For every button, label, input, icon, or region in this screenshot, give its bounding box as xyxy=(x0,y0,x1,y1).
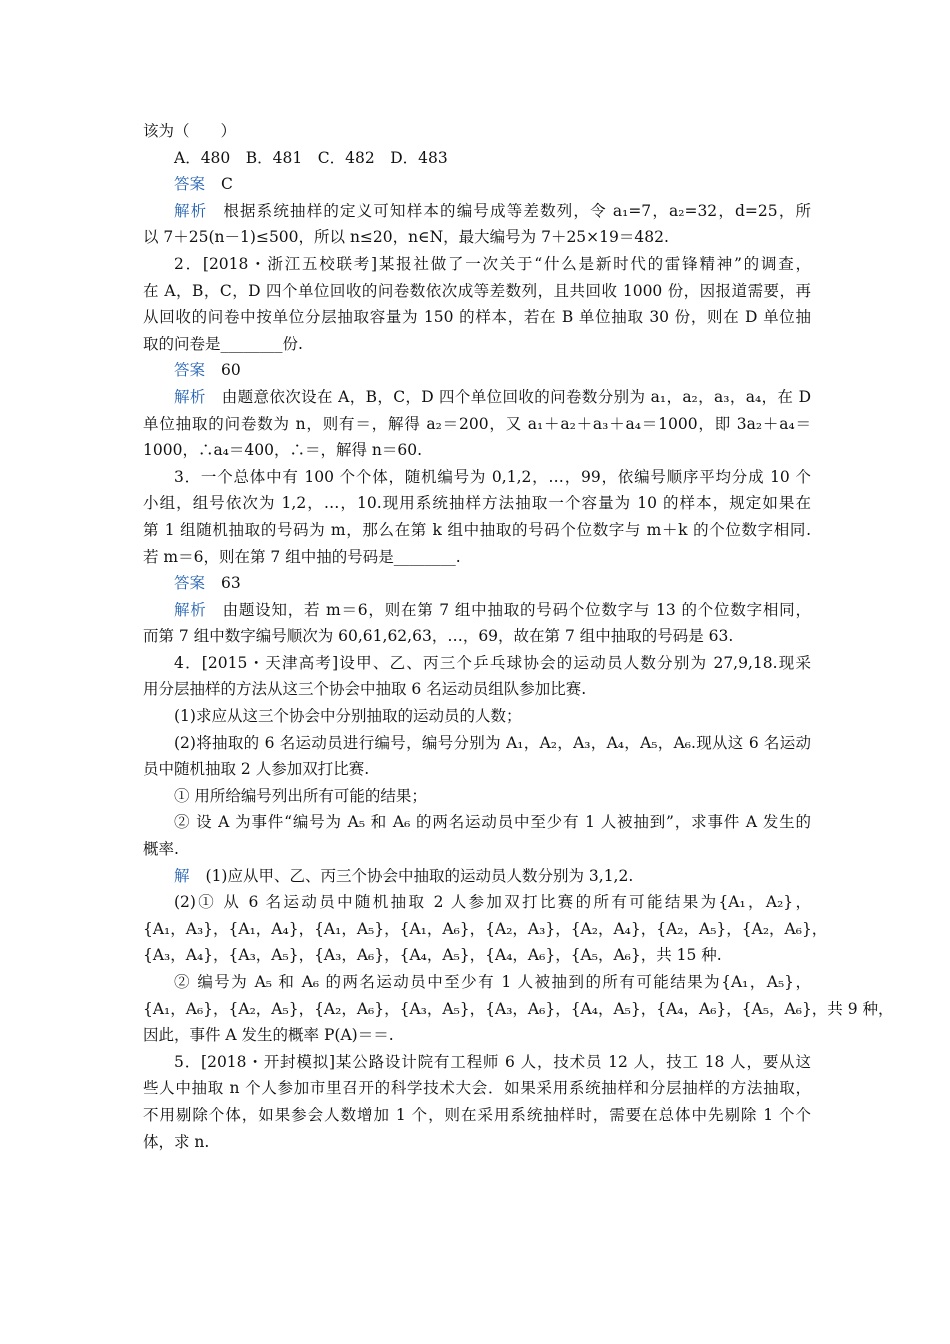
line-text: 些人中抽取 n 个人参加市里召开的科学技术大会．如果采用系统抽样和分层抽样的方法抽取， xyxy=(143,1079,811,1098)
text-line xyxy=(143,517,811,544)
line-text: ① 用所给编号列出所有可能的结果； xyxy=(174,786,427,805)
text-line xyxy=(143,118,811,145)
text-line xyxy=(143,809,811,836)
labeled-line xyxy=(143,570,811,597)
line-text: 员中随机抽取 2 人参加双打比赛. xyxy=(143,760,370,779)
line-text: (1)应从甲、乙、丙三个协会中抽取的运动员人数分别为 3,1,2. xyxy=(205,866,634,885)
line-text: 4．[2015・天津高考]设甲、乙、丙三个乒乓球协会的运动员人数分别为 27,9,18.现采 xyxy=(174,653,811,672)
text-line xyxy=(143,650,811,677)
line-text: 该为（ ） xyxy=(143,122,237,140)
text-line xyxy=(143,411,811,438)
text-line xyxy=(143,836,811,863)
line-text: 由题设知，若 m＝6，则在第 7 组中抽取的号码个位数字与 13 的个位数字相同， xyxy=(222,600,811,619)
answer-label: 答案 xyxy=(174,175,206,194)
line-text: 小组，组号依次为 1,2，…，10.现用系统抽样方法抽取一个容量为 10 的样本，规定如果在 xyxy=(143,494,811,513)
text-line xyxy=(143,996,894,1023)
line-text: {A₁，A₆}，{A₂，A₅}，{A₂，A₆}，{A₃，A₅}，{A₃，A₆}，{A₄，A₅}，{A₄，A₆}，{A₅，A₆}，共 9 种， xyxy=(143,999,894,1018)
line-text: 而第 7 组中数字编号顺次为 60,61,62,63，…，69，故在第 7 组中抽取的号码是 63. xyxy=(143,627,734,646)
labeled-line xyxy=(143,597,811,624)
text-line xyxy=(143,1102,811,1129)
line-text: (2)将抽取的 6 名运动员进行编号，编号分别为 A₁，A₂，A₃，A₄，A₅，A₆.现从这 6 名运动 xyxy=(174,733,811,752)
answer-label: 解析 xyxy=(174,600,207,619)
document-body xyxy=(143,118,894,1155)
line-text: 根据系统抽样的定义可知样本的编号成等差数列，令 a₁=7，a₂=32，d=25，所 xyxy=(223,201,811,220)
line-text: {A₁，A₃}，{A₁，A₄}，{A₁，A₅}，{A₁，A₆}，{A₂，A₃}，{A₂，A₄}，{A₂，A₅}，{A₂，A₆}， xyxy=(143,919,828,938)
text-line xyxy=(143,969,811,996)
text-line xyxy=(143,437,811,464)
labeled-line xyxy=(143,198,811,225)
line-text: 用分层抽样的方法从这三个协会中抽取 6 名运动员组队参加比赛. xyxy=(143,680,587,699)
line-text: ② 设 A 为事件“编号为 A₅ 和 A₆ 的两名运动员中至少有 1 人被抽到”，求事件 A 发生的 xyxy=(174,813,811,832)
line-text: 在 A，B，C，D 四个单位回收的问卷数依次成等差数列，且共回收 1000 份，因报道需要，再 xyxy=(143,281,811,300)
text-line xyxy=(143,224,811,251)
labeled-line xyxy=(143,357,811,384)
line-text: 5．[2018・开封模拟]某公路设计院有工程师 6 人，技术员 12 人，技工 18 人，要从这 xyxy=(174,1052,811,1071)
text-line xyxy=(143,278,811,305)
text-line xyxy=(143,783,811,810)
text-line xyxy=(143,889,811,916)
text-line xyxy=(143,145,811,172)
line-text: ② 编号为 A₅ 和 A₆ 的两名运动员中至少有 1 人被抽到的所有可能结果为{A₁，A₅}， xyxy=(174,973,811,991)
line-text: 60 xyxy=(221,361,241,380)
text-line xyxy=(143,1075,811,1102)
labeled-line xyxy=(143,384,811,411)
line-text: A．480 B．481 C．482 D．483 xyxy=(174,148,448,167)
text-line xyxy=(143,331,811,358)
line-text: 3．一个总体中有 100 个个体，随机编号为 0,1,2，…，99，依编号顺序平均分成 10 个 xyxy=(174,467,811,486)
line-text: 从回收的问卷中按单位分层抽取容量为 150 的样本，若在 B 单位抽取 30 份，则在 D 单位抽 xyxy=(143,308,811,327)
line-text: 以 7＋25(n－1)≤500，所以 n≤20，n∈N，最大编号为 7＋25×19＝482. xyxy=(143,228,669,247)
text-line xyxy=(143,916,828,943)
line-text: (1)求应从这三个协会中分别抽取的运动员的人数； xyxy=(174,707,522,726)
answer-label: 解 xyxy=(174,866,190,885)
text-line xyxy=(143,1129,811,1156)
labeled-line xyxy=(143,171,811,198)
text-line xyxy=(143,1022,811,1049)
text-line xyxy=(143,490,811,517)
text-line xyxy=(143,544,811,571)
line-text: 由题意依次设在 A，B，C，D 四个单位回收的问卷数分别为 a₁，a₂，a₃，a₄，在 D xyxy=(221,387,811,406)
line-text: {A₃，A₄}，{A₃，A₅}，{A₃，A₆}，{A₄，A₅}，{A₄，A₆}，{A₅，A₆}，共 15 种. xyxy=(143,946,722,965)
line-text: 不用剔除个体，如果参会人数增加 1 个，则在采用系统抽样时，需要在总体中先剔除 1 个个 xyxy=(143,1105,811,1124)
answer-label: 解析 xyxy=(174,387,206,406)
line-text: 概率. xyxy=(143,840,179,859)
text-line xyxy=(143,251,811,278)
line-text: 体，求 n. xyxy=(143,1132,210,1151)
line-text: 2．[2018・浙江五校联考]某报社做了一次关于“什么是新时代的雷锋精神”的调查， xyxy=(174,254,811,273)
line-text: 取的问卷是________份. xyxy=(143,334,303,353)
text-line xyxy=(143,730,811,757)
text-line xyxy=(143,1049,811,1076)
answer-label: 解析 xyxy=(174,201,208,220)
line-text: 因此，事件 A 发生的概率 P(A)＝＝. xyxy=(143,1026,394,1045)
line-text: 63 xyxy=(221,574,241,593)
line-text: 1000，∴a₄＝400，∴＝，解得 n＝60. xyxy=(143,441,423,460)
line-text: 第 1 组随机抽取的号码为 m，那么在第 k 组中抽取的号码个位数字与 m＋k 的个位数字相同. xyxy=(143,520,811,539)
line-text: C xyxy=(221,175,233,194)
line-text: 若 m＝6，则在第 7 组中抽的号码是________. xyxy=(143,547,461,566)
text-line xyxy=(143,304,811,331)
text-line xyxy=(143,942,811,969)
text-line xyxy=(143,703,811,730)
text-line xyxy=(143,464,811,491)
text-line xyxy=(143,676,811,703)
answer-label: 答案 xyxy=(174,361,206,380)
labeled-line xyxy=(143,863,811,890)
line-text: 单位抽取的问卷数为 n，则有＝，解得 a₂＝200，又 a₁＋a₂＋a₃＋a₄＝1000，即 3a₂＋a₄＝ xyxy=(143,414,811,433)
text-line xyxy=(143,756,811,783)
answer-label: 答案 xyxy=(174,574,206,593)
text-line xyxy=(143,623,811,650)
line-text: (2)① 从 6 名运动员中随机抽取 2 人参加双打比赛的所有可能结果为{A₁，A₂}， xyxy=(174,893,811,912)
